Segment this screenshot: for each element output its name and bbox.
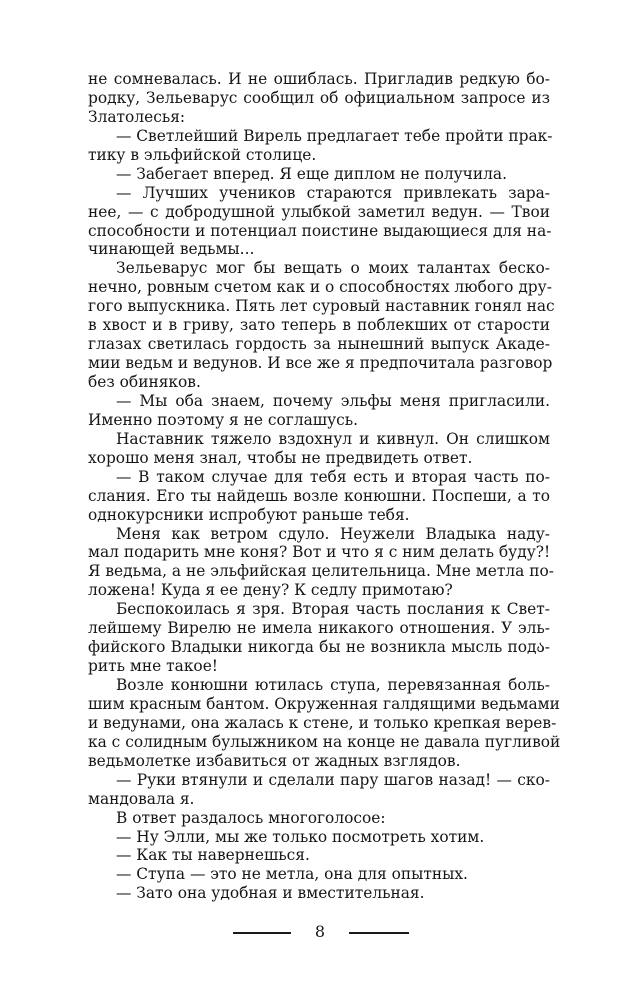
text-line: Зельеварус мог бы вещать о моих талантах беско- — [116, 259, 550, 278]
text-line: тику в эльфийской столице. — [88, 145, 317, 164]
text-line: — Как ты навернешься. — [116, 846, 310, 865]
text-line: гого выпускника. Пять лет суровый наставник гонял нас — [88, 297, 555, 316]
text-line: не сомневалась. И не ошиблась. Пригладив редкую бо- — [88, 70, 550, 88]
text-line: Меня как ветром сдуло. Неужели Владыка наду- — [116, 524, 550, 543]
text-line: Наставник тяжело вздохнул и кивнул. Он слишком — [116, 429, 550, 448]
text-line: нее, — с добродушной улыбкой заметил ведун. — Твои — [88, 202, 550, 221]
text-line: ведьмолетке избавиться от жадных взглядов. — [88, 751, 461, 770]
text-line: мии ведьм и ведунов. И все же я предпочитала разговор — [88, 354, 553, 373]
text-line: — Зато она удобная и вместительная. — [116, 884, 425, 903]
text-line: мандовала я. — [88, 789, 195, 808]
text-line: рить мне такое! — [88, 657, 218, 676]
text-line: — Забегает вперед. Я еще диплом не получила. — [116, 164, 507, 183]
text-line: Златолесья: — [88, 107, 186, 126]
text-line: фийского Владыки никогда бы не возникла мысль подა- — [88, 638, 550, 657]
page-number: 8 — [314, 922, 326, 941]
text-line: в хвост и в гриву, зато теперь в поблекших от старости — [88, 316, 550, 335]
text-line: родку, Зельеварус сообщил об официальном запросе из — [88, 88, 550, 107]
text-line: В ответ раздалось многоголосое: — [116, 808, 386, 827]
page-footer — [0, 920, 619, 944]
text-line: шим красным бантом. Окруженная галдящими ведьмами — [88, 694, 560, 713]
text-line: ка с солидным булыжником на конце не давала пугливой — [88, 732, 561, 751]
text-line: — Ступа — это не метла, она для опытных. — [116, 865, 468, 884]
text-line: — Ну Элли, мы же только посмотреть хотим. — [116, 827, 485, 846]
text-line: — Мы оба знаем, почему эльфы меня пригласили. — [116, 391, 550, 410]
text-line: глазах светилась гордость за нынешний выпуск Акаде- — [88, 335, 550, 354]
text-line: и ведунами, она жалась к стене, и только крепкая верев- — [88, 713, 557, 732]
text-line: — Руки втянули и сделали пару шагов назад! — ско- — [116, 770, 550, 789]
footer-rule-left — [233, 932, 291, 934]
text-line: — В таком случае для тебя есть и вторая часть по- — [116, 467, 550, 486]
text-line: слания. Его ты найдешь возле конюшни. Поспеши, а то — [88, 486, 550, 505]
text-line: Я ведьма, а не эльфийская целительница. Мне метла по- — [88, 562, 554, 581]
text-line: однокурсники испробуют раньше тебя. — [88, 505, 410, 524]
text-line: нечно, ровным счетом как и о способностях любого дру- — [88, 278, 552, 297]
text-line: — Лучших учеников стараются привлекать зара- — [116, 183, 550, 202]
text-line: Возле конюшни ютилась ступа, перевязанная боль- — [116, 676, 550, 694]
footer-rule-right — [349, 932, 409, 934]
text-line: способности и потенциал поистине выдающиеся для на- — [88, 221, 552, 240]
text-line: чинающей ведьмы... — [88, 240, 255, 259]
text-line: хорошо меня знал, чтобы не предвидеть ответ. — [88, 448, 473, 467]
text-line: Именно поэтому я не соглашусь. — [88, 410, 359, 429]
text-line: — Светлейший Вирель предлагает тебе пройти прак- — [116, 126, 553, 145]
text-line: ложена! Куда я ее дену? К седлу примотаю? — [88, 581, 453, 600]
text-line: без обиняков. — [88, 373, 201, 391]
text-line: лейшему Вирелю не имела никакого отношения. У эль- — [88, 619, 550, 638]
page-body — [88, 70, 561, 903]
text-line: мал подарить мне коня? Вот и что я с ним делать буду?! — [88, 543, 551, 562]
text-line: Беспокоилась я зря. Вторая часть послания к Свет- — [116, 600, 550, 619]
